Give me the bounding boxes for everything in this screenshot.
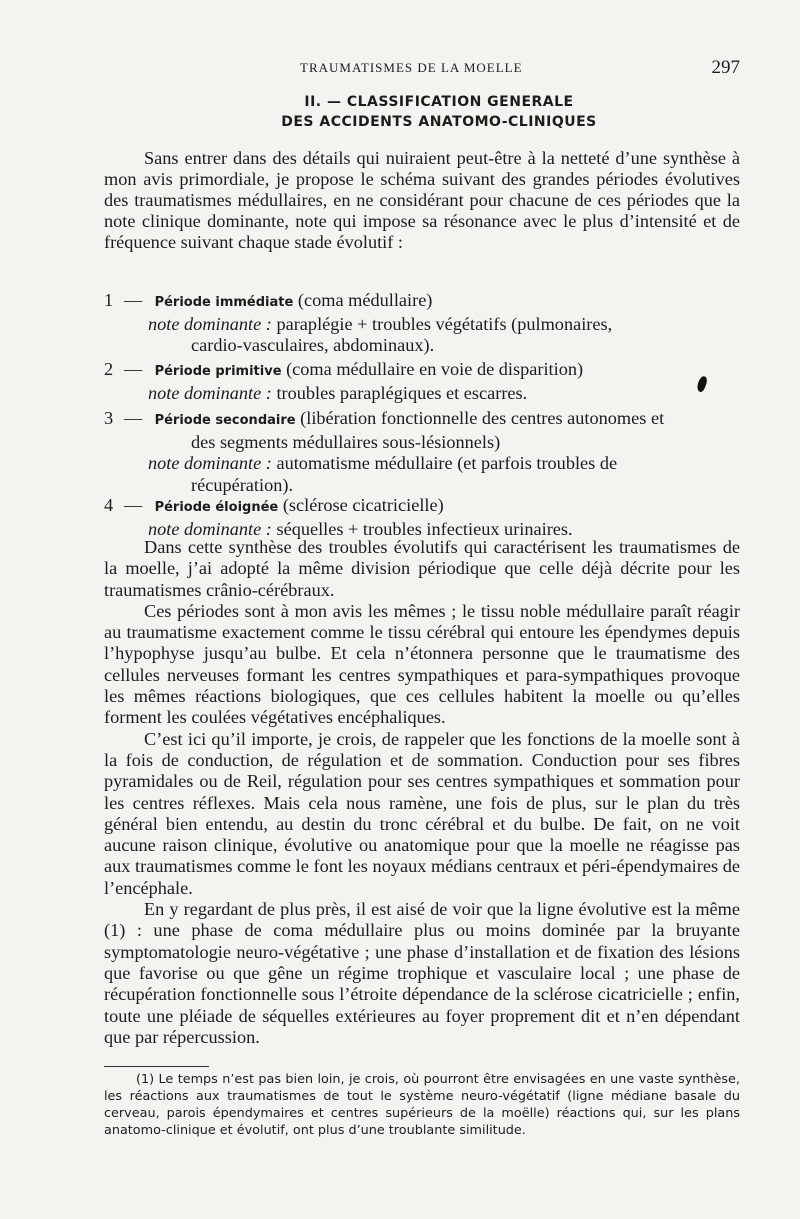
period-description: (libération fonctionnelle des centres autonomes et [300,408,665,428]
period-description-continued: des segments médullaires sous-lésionnels) [191,431,501,452]
period-number: 3 [104,408,114,428]
period-item-1 [104,290,744,357]
note-text-continued: récupération). [191,474,294,495]
intro-paragraph [104,148,740,253]
footnote [104,1071,740,1139]
period-dash: — [124,359,143,379]
intro-text: Sans entrer dans des détails qui nuiraient peut-être à la netteté d’une synthèse à mon avis primordiale, je propose le schéma suivant des grandes périodes évolutives des traumatismes médullaires, en ne considérant pour chacune de ces périodes que la note clinique dominante, note qui impose sa résonance avec le plus d’intensité et de fréquence suivant chaque stade évolutif : [104,148,740,252]
note-text: automatisme médullaire (et parfois troubles de [276,453,618,473]
period-item-3 [104,408,744,496]
period-item-4 [104,495,744,540]
footnote-rule [104,1066,209,1067]
note-label: note dominante : [148,313,272,334]
paragraph-periods: Ces périodes sont à mon avis les mêmes ; le tissu noble médullaire paraît réagir au traumatisme exactement comme le tissu cérébral qui entoure les épendymes depuis l’hypophyse jusqu’au bulbe. Et cela n’étonnera personne que le traumatisme des cellules nerveuses formant les centres sympathiques et para-sympathiques provoque les mêmes réactions biologiques, que ces cellules habitent la moelle ou qu’elles forment les coulées végétatives encéphaliques. [104,600,740,728]
note-text: paraplégie + troubles végétatifs (pulmonaires, [276,313,613,334]
period-dash: — [124,290,143,310]
running-title: TRAUMATISMES DE LA MOELLE [300,60,523,75]
period-item-2 [104,359,744,404]
period-number: 1 [104,290,114,310]
page-number: 297 [711,57,740,78]
period-description: (coma médullaire en voie de disparition) [286,359,584,379]
paragraph-functions: C’est ici qu’il importe, je crois, de rappeler que les fonctions de la moelle sont à la fois de conduction, de régulation et de sommation. Conduction pour ses fibres pyramidales ou de Reil, régulation pour ses centres sympathiques et sommation pour les centres réflexes. Mais cela nous ramène, une fois de plus, sur le plan du très général bien entendu, au destin du tronc cérébral et du bulbe. De fait, on ne voit aucune raison clinique, évolutive ou anatomique pour que la moelle ne réagisse pas aux traumatismes comme le font les noyaux médians centraux et péri-épendymaires de l’encéphale. [104,728,740,898]
period-name: Période éloignée [154,500,279,515]
footnote-text: (1) Le temps n’est pas bien loin, je crois, où pourront être envisagées en une vaste synthèse, les réactions aux traumatismes de tout le système neuro-végétatif (ligne médiane basale du cerveau, parois épendymaires et centres supérieurs de la moëlle) réactions qui, sur les plans anatomo-clinique et évolutif, ont plus d’une troublante similitude. [104,1072,740,1138]
note-text: séquelles + troubles infectieux urinaires. [276,518,573,539]
period-dash: — [124,495,143,515]
period-name: Période immédiate [154,295,294,310]
period-dash: — [124,408,143,428]
section-heading-line-1: II. — CLASSIFICATION GENERALE [304,94,574,110]
note-label: note dominante : [148,453,272,473]
period-number: 4 [104,495,114,515]
running-head [104,57,744,79]
paragraph-evolution: En y regardant de plus près, il est aisé de voir que la ligne évolutive est la même (1) : une phase de coma médullaire plus ou moins dominée par la bruyante symptomatologie neuro-végétative ; une phase d’installation et de fixation des lésions que favorise ou que gêne un régime trophique et vasculaire local ; une phase de récupération fonctionnelle sous l’étroite dépendance de la sclérose cicatricielle ; enfin, toute une pléiade de séquelles extérieures au foyer proprement dit et n’en dépendant que par répercussion. [104,899,740,1047]
section-heading [104,92,744,132]
period-description: (sclérose cicatricielle) [282,495,444,515]
period-description: (coma médullaire) [297,290,433,310]
period-number: 2 [104,359,114,379]
section-heading-line-2: DES ACCIDENTS ANATOMO-CLINIQUES [281,114,597,130]
note-label: note dominante : [148,382,272,403]
note-label: note dominante : [148,518,272,539]
paragraph-synthesis: Dans cette synthèse des troubles évolutifs qui caractérisent les traumatismes de la moelle, j’ai adopté la même division périodique que celle déjà décrite pour les traumatismes crânio-cérébraux. [104,537,740,600]
note-text: troubles paraplégiques et escarres. [276,382,528,403]
period-name: Période secondaire [154,413,296,428]
note-text-continued: cardio-vasculaires, abdominaux). [191,335,435,355]
body-text [104,537,740,1048]
period-name: Période primitive [154,364,282,379]
